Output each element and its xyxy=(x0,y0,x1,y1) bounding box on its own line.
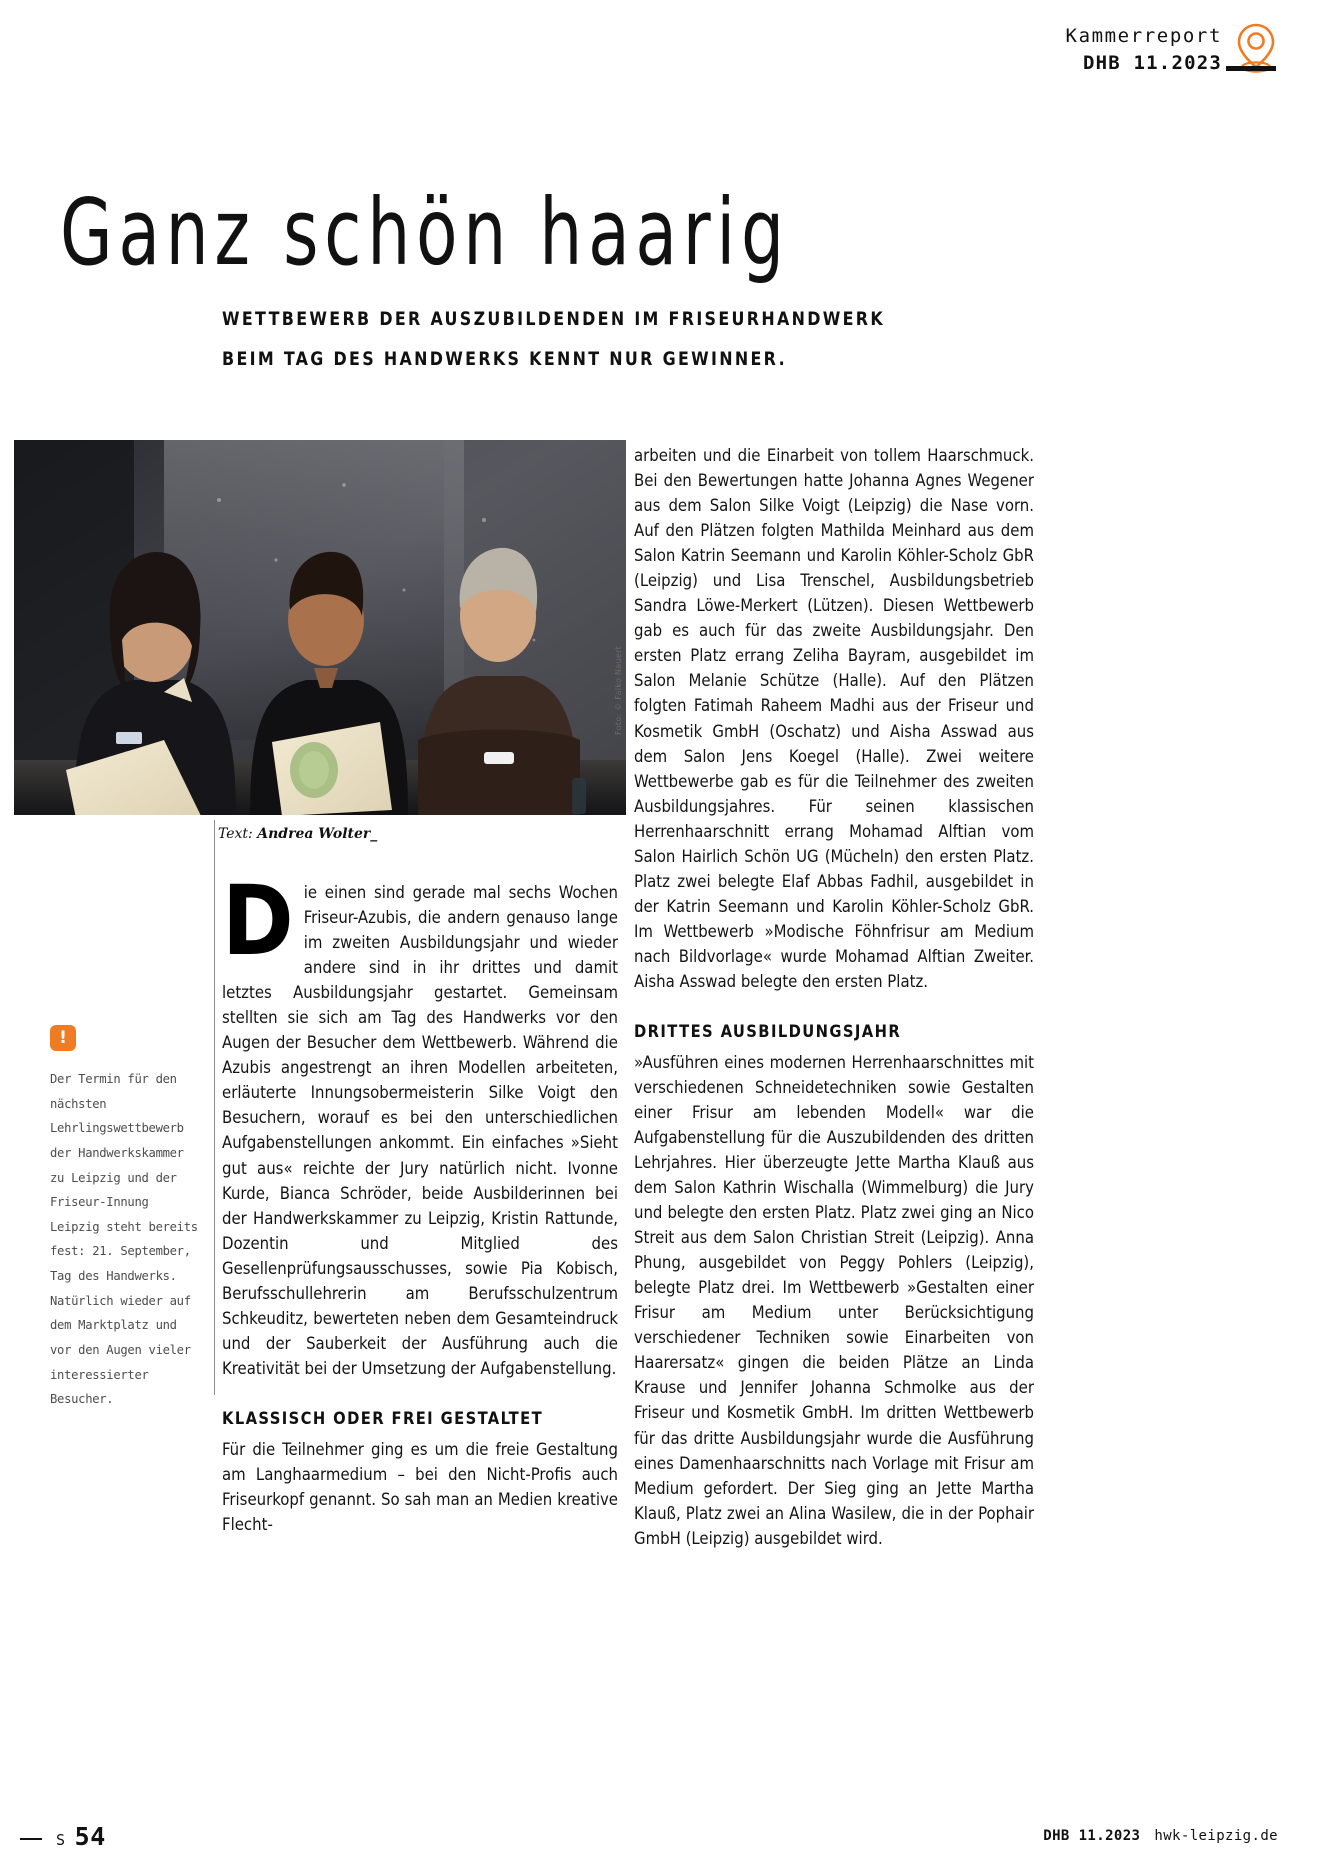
page-subtitle xyxy=(222,300,922,380)
body-column-left xyxy=(222,865,618,1537)
intro-text: ie einen sind gerade mal sechs Wochen Friseur-Azubis, die andern genauso lange im zweiten Ausbildungsjahr und wieder andere sind in ihr drittes und damit letztes Ausbildungsjahr gestartet. Gemeinsam stellten sie sich am Tag des Handwerks vor den Augen der Besucher dem Wettbewerb. Während die Azubis angestrengt an ihren Modellen arbeiteten, erläuterte Innungsobermeisterin Silke Voigt den Besuchern, worauf es bei den unterschiedlichen Aufgabenstellungen ankommt. Ein einfaches »Sieht gut aus« reichte der Jury natürlich nicht. Ivonne Kurde, Bianca Schröder, beide Ausbilderinnen bei der Handwerkskammer zu Leipzig, Kristin Rattunde, Dozentin und Mitglied des Gesellenprüfungsausschusses, sowie Pia Kobisch, Berufsschullehrerin am Berufsschulzentrum Schkeuditz, bewerteten neben dem Gesamteindruck und der Sauberkeit der Ausführung auch die Kreativität bei der Umsetzung der Aufgabenstellung. xyxy=(222,883,618,1378)
photo-image xyxy=(14,440,626,815)
sidenote xyxy=(50,1025,200,1412)
article-photo xyxy=(14,440,626,815)
footer-meta xyxy=(1043,1828,1278,1844)
header-issue: DHB 11.2023 xyxy=(1082,51,1222,74)
sidenote-text: Der Termin für den nächsten Lehrlingswettbewerb der Handwerkskammer zu Leipzig und der Friseur-Innung Leipzig steht bereits fest: 21. September, Tag des Handwerks. Natürlich wieder auf dem Marktplatz und vor den Augen vieler interessierter Besucher. xyxy=(50,1072,198,1407)
drop-cap: D xyxy=(222,865,294,977)
exclamation-glyph: ! xyxy=(59,1027,67,1048)
footer-website: hwk-leipzig.de xyxy=(1154,1828,1278,1844)
subtitle-line-1: WETTBEWERB DER AUSZUBILDENDEN IM FRISEURHANDWERK xyxy=(222,308,886,330)
footer-issue: DHB 11.2023 xyxy=(1043,1828,1141,1844)
byline-author: Andrea Wolter_ xyxy=(257,826,378,842)
continuation-text: arbeiten und die Einarbeit von tollem Haarschmuck. Bei den Bewertungen hatte Johanna Agnes Wegener aus dem Salon Silke Voigt (Leipzig) die Nase vorn. Auf den Plätzen folgten Mathilda Meinhard aus dem Salon Katrin Seemann und Karolin Köhler-Scholz GbR (Leipzig) und Lisa Trenschel, Ausbildungsbetrieb Sandra Löwe-Merkert (Lützen). Diesen Wettbewerb gab es auch für das zweite Ausbildungsjahr. Den ersten Platz errang Zeliha Bayram, ausgebildet im Salon Melanie Schütze (Halle). Auf den Plätzen folgten Fatimah Raheem Madhi aus der Friseur und Kosmetik GmbH (Oschatz) und Aisha Asswad aus dem Salon Jens Koegel (Halle). Zwei weitere Wettbewerbe gab es für die Teilnehmer des zweiten Ausbildungsjahres. Für seinen klassischen Herrenhaarschnitt errang Mohamad Alftian vom Salon Hairlich Schön UG (Mücheln) den ersten Platz. Platz zwei belegte Elaf Abbas Fadhil, ausgebildet in der Katrin Seemann und Karolin Köhler-Scholz GbR. Im Wettbewerb »Modische Föhnfrisur am Medium nach Bildvorlage« wurde Mohamad Alftian Zweiter. Aisha Asswad belegte den ersten Platz. xyxy=(634,446,1034,991)
section-2-text: »Ausführen eines modernen Herrenhaarschnittes mit verschiedenen Schneidetechniken sowie Gestalten einer Frisur am lebenden Modell« war die Aufgabenstellung für die Auszubildenden des dritten Lehrjahres. Hier überzeugte Jette Martha Klauß aus dem Salon Kathrin Wischalla (Wimmelburg) die Jury und belegte den ersten Platz. Platz zwei ging an Nico Streit aus dem Salon Christian Streit (Leipzig). Anna Phung, ausgebildet von Peggy Pohlers (Leipzig), belegte Platz drei. Im Wettbewerb »Gestalten einer Frisur am Medium unter Berücksichtigung verschiedener Techniken sowie Einarbeiten von Haarersatz« gingen die beiden Plätze an Linda Krause und Jennifer Johanna Schmolke aus der Friseur und Kosmetik GmbH. Im dritten Wettbewerb für das dritte Ausbildungsjahr wurde die Ausführung eines Damenhaarschnitts nach Vorlage mit Frisur am Medium gefordert. Der Sieg ging an Jette Martha Klauß, Platz zwei an Alina Wasilew, die in der Pophair GmbH (Leipzig) ausgebildet wird. xyxy=(634,1052,1034,1548)
photo-credit: Foto: © Falko Nauert xyxy=(614,645,623,735)
page-title: Ganz schön haarig xyxy=(60,179,790,286)
page-header xyxy=(1066,22,1276,78)
footer-page-prefix: S xyxy=(56,1831,66,1849)
header-rule xyxy=(1226,66,1276,71)
subtitle-line-2: BEIM TAG DES HANDWERKS KENNT NUR GEWINNER. xyxy=(222,347,787,370)
header-text-block xyxy=(1066,25,1222,76)
intro-paragraph xyxy=(222,865,618,1381)
column-divider-rule xyxy=(214,820,215,1395)
header-kicker: Kammerreport xyxy=(1065,24,1222,47)
footer-tick-mark xyxy=(20,1838,42,1840)
section-heading-2: DRITTES AUSBILDUNGSJAHR xyxy=(634,1022,902,1042)
exclamation-badge-icon xyxy=(50,1025,76,1051)
body-column-right xyxy=(634,443,1034,1551)
footer-page-number xyxy=(56,1822,106,1851)
section-1-text: Für die Teilnehmer ging es um die freie Gestaltung am Langhaarmedium – bei den Nicht-Profis auch Friseurkopf genannt. So sah man an Medien kreative Flecht- xyxy=(222,1439,618,1534)
footer-page-value: 54 xyxy=(74,1822,106,1851)
section-heading-1: KLASSISCH ODER FREI GESTALTET xyxy=(222,1408,544,1428)
byline-prefix: Text: xyxy=(218,826,253,842)
byline xyxy=(218,826,377,842)
